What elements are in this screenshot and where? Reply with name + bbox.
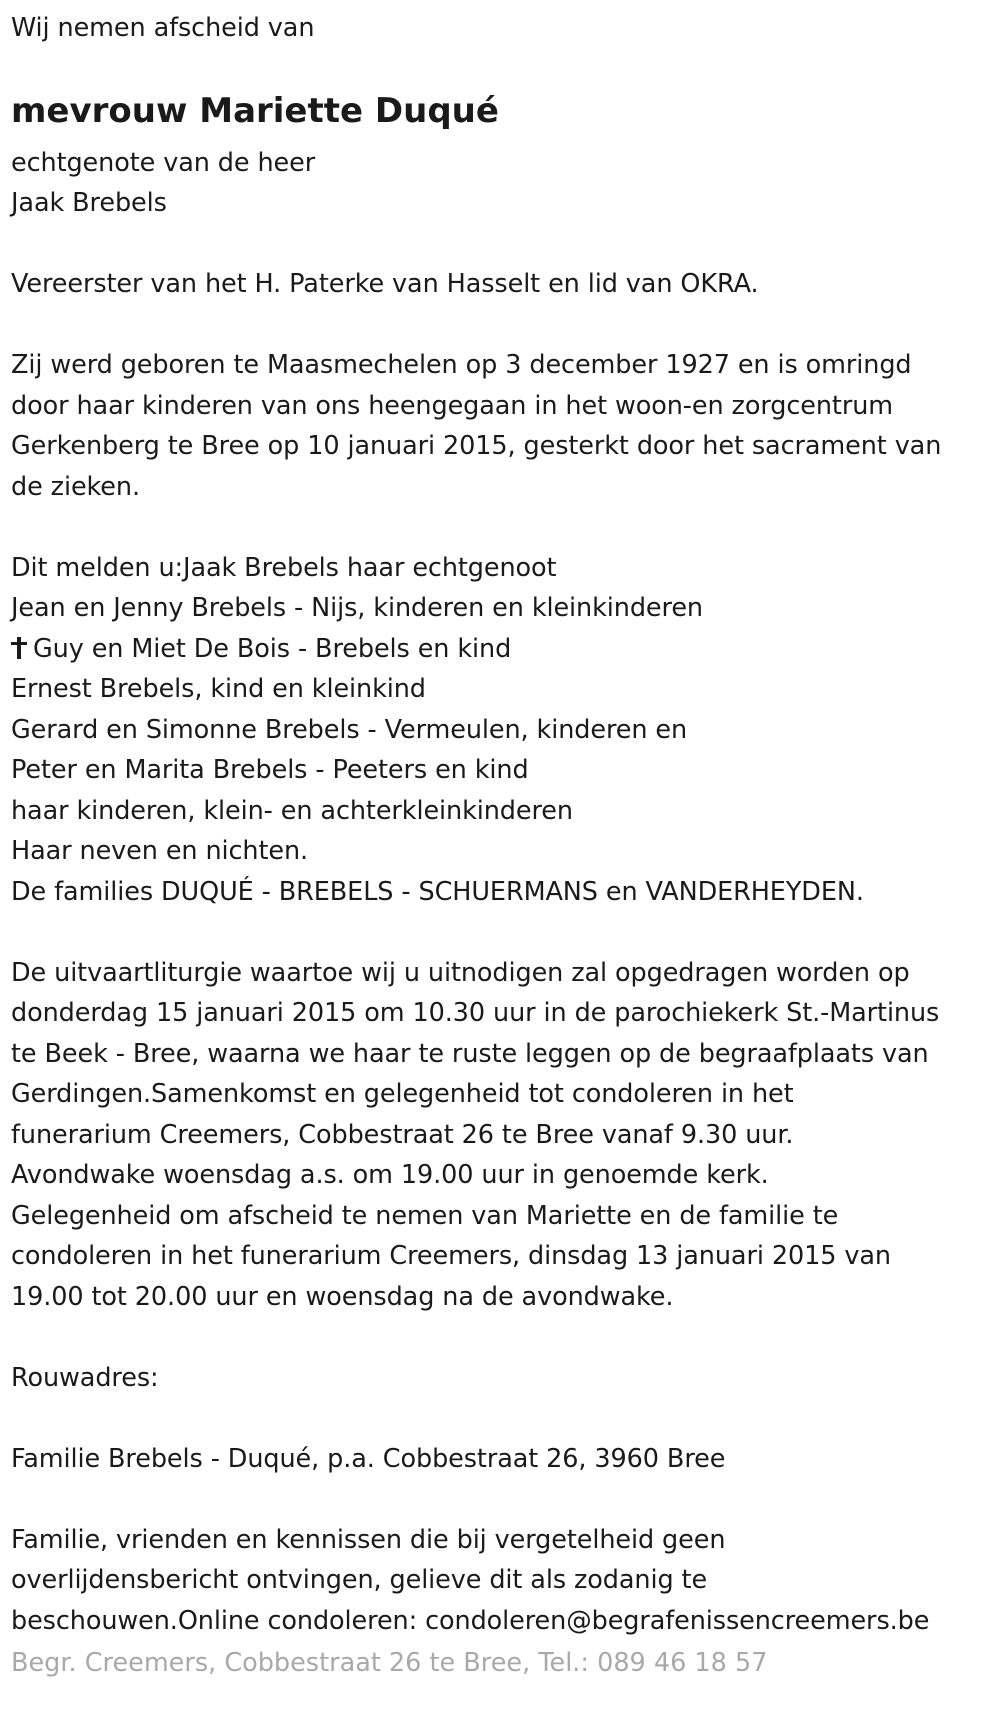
spouse-line: echtgenote van de heer	[11, 147, 316, 178]
mourning-address: Familie Brebels - Duqué, p.a. Cobbestraat 26, 3960 Bree	[11, 1443, 726, 1474]
family-line: Peter en Marita Brebels - Peeters en kind	[11, 755, 529, 785]
paragraph-line: 19.00 tot 20.00 uur en woensdag na de avondwake.	[11, 1281, 674, 1312]
address-label: Rouwadres:	[11, 1362, 159, 1393]
deceased-name: mevrouw Mariette Duqué	[11, 90, 499, 131]
family-line: Gerard en Simonne Brebels - Vermeulen, kinderen en	[11, 714, 688, 745]
intro-text: Wij nemen afscheid van	[11, 13, 315, 43]
closing-paragraph	[11, 1520, 1000, 1642]
family-line-text: Guy en Miet De Bois - Brebels en kind	[33, 633, 512, 664]
family-line: Dit melden u:Jaak Brebels haar echtgenoot	[11, 552, 557, 583]
paragraph-line: beschouwen.Online condoleren: condoleren@begrafenissencreemers.be	[11, 1605, 930, 1636]
paragraph-line: Zij werd geboren te Maasmechelen op 3 december 1927 en is omringd	[11, 350, 912, 380]
family-line: Jean en Jenny Brebels - Nijs, kinderen en kleinkinderen	[11, 593, 703, 623]
spouse-line: Jaak Brebels	[11, 188, 167, 218]
spacer	[11, 1479, 1000, 1520]
family-line: Haar neven en nichten.	[11, 836, 309, 866]
paragraph-line: de zieken.	[11, 471, 140, 502]
spacer	[11, 507, 1000, 548]
paragraph-line: De uitvaartliturgie waartoe wij u uitnodigen zal opgedragen worden op	[11, 957, 910, 988]
birth-death-paragraph	[11, 345, 1000, 507]
spacer	[11, 912, 1000, 953]
paragraph-line: Gelegenheid om afscheid te nemen van Mariette en de familie te	[11, 1200, 839, 1231]
paragraph-line: door haar kinderen van ons heengegaan in het woon-en zorgcentrum	[11, 390, 894, 421]
paragraph-line: condoleren in het funerarium Creemers, dinsdag 13 januari 2015 van	[11, 1241, 891, 1271]
family-line: De families DUQUÉ - BREBELS - SCHUERMANS en VANDERHEYDEN.	[11, 876, 864, 907]
membership-text: Vereerster van het H. Paterke van Hasselt en lid van OKRA.	[11, 269, 759, 299]
paragraph-line: Avondwake woensdag a.s. om 19.00 uur in genoemde kerk.	[11, 1160, 769, 1190]
family-line-deceased	[11, 629, 1000, 670]
spacer	[11, 224, 1000, 265]
funeral-paragraph	[11, 953, 1000, 1318]
spacer	[11, 305, 1000, 346]
family-line: haar kinderen, klein- en achterkleinkinderen	[11, 795, 573, 826]
family-line: Ernest Brebels, kind en kleinkind	[11, 674, 426, 704]
funeral-home-footer: Begr. Creemers, Cobbestraat 26 te Bree, Tel.: 089 46 18 57	[11, 1648, 768, 1678]
paragraph-line: funerarium Creemers, Cobbestraat 26 te Bree vanaf 9.30 uur.	[11, 1119, 794, 1150]
paragraph-line: overlijdensbericht ontvingen, gelieve dit als zodanig te	[11, 1565, 708, 1595]
paragraph-line: Familie, vrienden en kennissen die bij vergetelheid geen	[11, 1524, 726, 1555]
spouse-block	[11, 143, 1000, 224]
paragraph-line: Gerdingen.Samenkomst en gelegenheid tot condoleren in het	[11, 1079, 794, 1109]
paragraph-line: te Beek - Bree, waarna we haar te ruste leggen op de begraafplaats van	[11, 1038, 929, 1069]
spacer	[11, 1317, 1000, 1358]
family-list	[11, 548, 1000, 913]
paragraph-line: donderdag 15 januari 2015 om 10.30 uur in de parochiekerk St.-Martinus	[11, 998, 940, 1028]
cross-icon	[11, 637, 27, 659]
spacer	[11, 1398, 1000, 1439]
paragraph-line: Gerkenberg te Bree op 10 januari 2015, gesterkt door het sacrament van	[11, 431, 942, 461]
